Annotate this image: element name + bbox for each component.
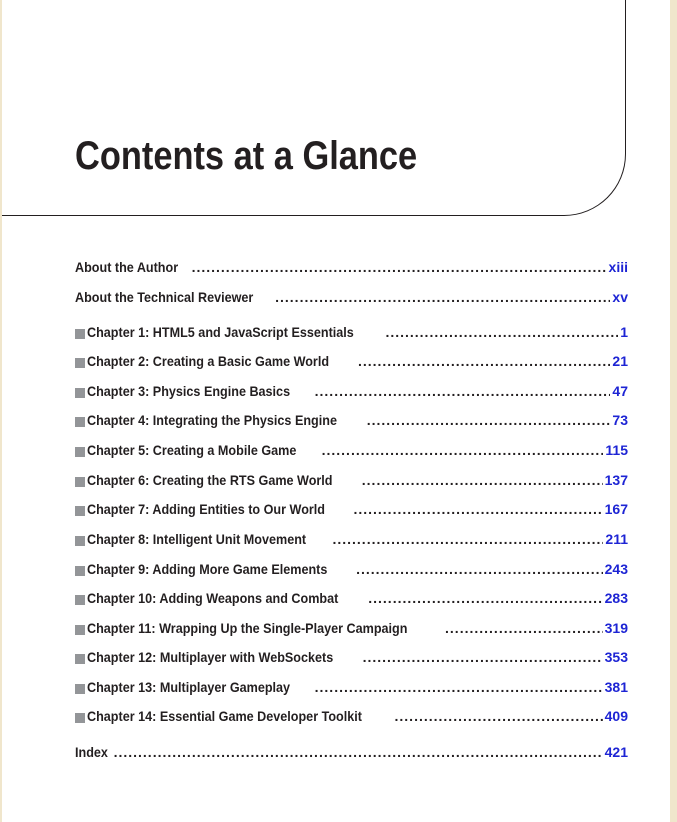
toc-entry-label: Chapter 12: Multiplayer with WebSockets <box>87 649 334 665</box>
toc-entry-about-reviewer[interactable] <box>75 289 628 307</box>
toc-entry-label: Chapter 9: Adding More Game Elements <box>87 561 328 577</box>
chapter-square-icon <box>75 329 85 339</box>
toc-page-link[interactable]: 283 <box>604 590 628 606</box>
toc-page-link[interactable]: 167 <box>604 501 628 517</box>
toc-entry-chapter-1[interactable] <box>75 324 628 342</box>
leader-dots <box>362 472 603 488</box>
chapter-square-icon <box>75 388 85 398</box>
toc-entry-chapter-14[interactable] <box>75 708 628 726</box>
leader-dots <box>356 561 603 577</box>
chapter-square-icon <box>75 566 85 576</box>
leader-dots <box>363 649 603 665</box>
toc-page-link[interactable]: 421 <box>604 744 628 760</box>
toc-entry-label: Chapter 1: HTML5 and JavaScript Essentials <box>87 324 354 340</box>
leader-dots <box>367 412 611 428</box>
chapter-square-icon <box>75 447 85 457</box>
toc-page-link[interactable]: 381 <box>604 679 628 695</box>
leader-dots <box>368 590 602 606</box>
toc-entry-label: About the Author <box>75 259 179 275</box>
chapter-square-icon <box>75 358 85 368</box>
toc-page-link[interactable]: 47 <box>612 383 628 399</box>
toc-entry-chapter-4[interactable] <box>75 412 628 430</box>
toc-entry-label: Chapter 11: Wrapping Up the Single-Player Campaign <box>87 620 408 636</box>
leader-dots <box>445 620 603 636</box>
leader-dots <box>358 353 610 369</box>
chapter-square-icon <box>75 625 85 635</box>
leader-dots <box>332 531 603 547</box>
toc-page-link[interactable]: 211 <box>605 531 628 547</box>
toc-page-link[interactable]: 243 <box>604 561 628 577</box>
toc-entry-chapter-7[interactable] <box>75 501 628 519</box>
toc-entry-chapter-8[interactable] <box>75 531 628 549</box>
leader-dots <box>385 324 618 340</box>
toc-entry-chapter-13[interactable] <box>75 679 628 697</box>
toc-entry-chapter-2[interactable] <box>75 353 628 371</box>
toc-page-link[interactable]: 21 <box>612 353 628 369</box>
leader-dots <box>315 679 603 695</box>
toc-page-link[interactable]: 137 <box>604 472 628 488</box>
toc-page-link[interactable]: 115 <box>605 442 628 458</box>
toc-entry-label: About the Technical Reviewer <box>75 289 254 305</box>
chapter-square-icon <box>75 595 85 605</box>
toc-entry-label: Chapter 4: Integrating the Physics Engine <box>87 412 337 428</box>
chapter-square-icon <box>75 417 85 427</box>
toc-entry-chapter-6[interactable] <box>75 472 628 490</box>
toc-entry-label: Chapter 14: Essential Game Developer Toolkit <box>87 708 362 724</box>
toc-page-link[interactable]: 409 <box>604 708 628 724</box>
toc-page-link[interactable]: 319 <box>604 620 628 636</box>
toc-entry-label: Chapter 13: Multiplayer Gameplay <box>87 679 291 695</box>
toc-entry-chapter-3[interactable] <box>75 383 628 401</box>
toc-entry-label: Chapter 7: Adding Entities to Our World <box>87 501 326 517</box>
toc-entry-label: Index <box>75 744 108 760</box>
toc-page-link[interactable]: 353 <box>604 649 628 665</box>
header-frame <box>2 0 626 216</box>
leader-dots <box>192 259 607 275</box>
chapter-square-icon <box>75 684 85 694</box>
leader-dots <box>315 383 611 399</box>
leader-dots <box>353 501 602 517</box>
toc-entry-chapter-5[interactable] <box>75 442 628 460</box>
toc-entry-label: Chapter 5: Creating a Mobile Game <box>87 442 297 458</box>
toc-entry-label: Chapter 2: Creating a Basic Game World <box>87 353 330 369</box>
toc-entry-chapter-11[interactable] <box>75 620 628 638</box>
leader-dots <box>114 744 603 760</box>
toc-entry-chapter-12[interactable] <box>75 649 628 667</box>
leader-dots <box>395 708 603 724</box>
leader-dots <box>322 442 604 458</box>
chapter-square-icon <box>75 536 85 546</box>
toc-entry-label: Chapter 8: Intelligent Unit Movement <box>87 531 307 547</box>
toc-entry-chapter-9[interactable] <box>75 561 628 579</box>
toc-entry-label: Chapter 3: Physics Engine Basics <box>87 383 291 399</box>
toc-page-link[interactable]: 1 <box>620 324 628 340</box>
chapter-square-icon <box>75 654 85 664</box>
chapter-square-icon <box>75 477 85 487</box>
toc-page-link[interactable]: xiii <box>608 259 628 275</box>
toc-entry-label: Chapter 10: Adding Weapons and Combat <box>87 590 339 606</box>
page-title: Contents at a Glance <box>75 134 418 178</box>
chapter-square-icon <box>75 713 85 723</box>
document-page <box>2 0 670 822</box>
chapter-square-icon <box>75 506 85 516</box>
toc-page-link[interactable]: 73 <box>612 412 628 428</box>
toc-entry-index[interactable] <box>75 744 628 762</box>
toc-entry-chapter-10[interactable] <box>75 590 628 608</box>
toc-page-link[interactable]: xv <box>612 289 628 305</box>
toc-entry-about-author[interactable] <box>75 259 628 277</box>
toc-entry-label: Chapter 6: Creating the RTS Game World <box>87 472 333 488</box>
leader-dots <box>275 289 610 305</box>
